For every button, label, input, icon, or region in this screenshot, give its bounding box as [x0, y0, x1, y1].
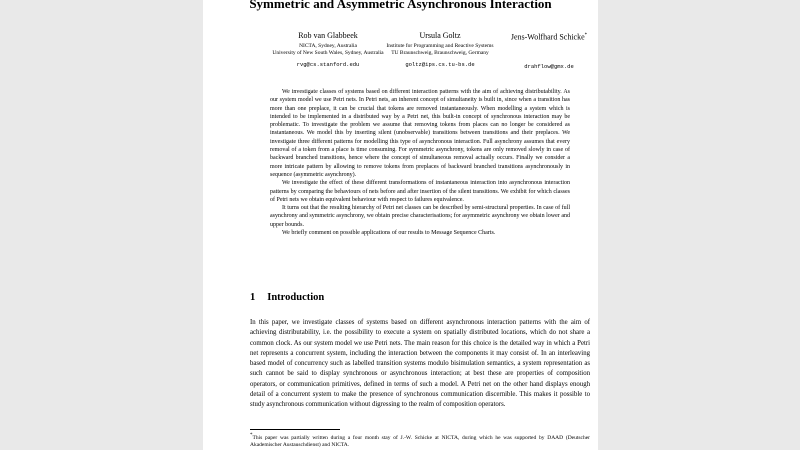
section-number: 1 [250, 292, 256, 303]
footnote [250, 432, 590, 450]
intro-paragraph [250, 318, 590, 411]
abstract-paragraph: We briefly comment on possible applications of our results to Message Sequence Charts. [282, 230, 496, 237]
footnote-mark: * [584, 33, 588, 38]
author-email: drahflow@gmx.de [524, 62, 574, 70]
paper-title: Symmetric and Asymmetric Asynchronous Interaction [249, 0, 552, 11]
abstract-paragraph: We investigate classes of systems based on different interaction patterns with the aim of achieving distributability. As our system model we use Petri nets. In Petri nets, an inherent concept of simultaneity is built in, since when a transition has more than one preplace, it can be crucial that tokens are removed instantaneously. When modelling a system which is intended to be implemented in a distributed way by a Petri net, this built-in concept of synchronous interaction may be problematic. To investigate the problem we assume that removing tokens from places can no longer be considered as instantaneous. We model this by inserting silent (unobservable) transitions between transitions and their preplaces. We investigate three different patterns for modelling this type of asynchronous interaction. Full asynchrony assumes that every removal of a token from a place is time consuming. For symmetric asynchrony, tokens are only removed slowly in case of backward branched transitions, hence where the concept of simultaneous removal actually occurs. Finally we consider a more intricate pattern by allowing to remove tokens from preplaces of backward branched transitions asynchronously in sequence (asymmetric asynchrony). [270, 89, 570, 178]
author-name: Rob van Glabbeek [298, 31, 358, 40]
abstract-paragraph: It turns out that the resulting hierarchy of Petri net classes can be described by semi-structural properties. In case of full asynchrony and symmetric asynchrony, we obtain precise characterisations; for asymmetric asynchrony we obtain lower and upper bounds. [270, 205, 570, 228]
author-name: Jens-Wolfhard Schicke* [510, 32, 588, 42]
author-name: Ursula Goltz [419, 31, 461, 40]
author-block-3 [503, 30, 595, 70]
author-email: goltz@ips.cs.tu-bs.de [405, 61, 475, 68]
abstract [270, 88, 570, 237]
author-affiliation: TU Braunschweig, Braunschweig, Germany [391, 50, 489, 56]
section-heading [250, 292, 336, 303]
section-title: Introduction [267, 292, 325, 303]
paper-page [203, 0, 598, 450]
author-email: rvg@cs.stanford.edu [296, 61, 360, 68]
author-affiliation: Institute for Programming and Reactive Systems [386, 43, 494, 49]
author-affiliation: NICTA, Sydney, Australia [299, 43, 357, 49]
abstract-paragraph: We investigate the effect of these different transformations of instantaneous interaction into asynchronous interaction patterns by comparing the behaviours of nets before and after insertion of the silent transitions. We exhibit for which classes of Petri nets we obtain equivalent behaviour with respect to failures equivalence. [270, 180, 570, 203]
footnote-text: This paper was partially written during a four month stay of J.-W. Schicke at NICTA, during which he was supported by DAAD (Deutscher Akademischer Austauschdienst) and NICTA. [250, 434, 590, 449]
author-affiliation: University of New South Wales, Sydney, Australia [272, 50, 384, 56]
intro-text: In this paper, we investigate classes of systems based on different asynchronous interaction patterns with the aim of achieving distributability, i.e. the possibility to execute a system on spatially distributed locations, which do not share a common clock. As our system model we use Petri nets. The main reason for this choice is the detailed way in which a Petri net represents a concurrent system, including the interaction between the components it may consist of. In an interleaving based model of concurrency such as labelled transition systems modulo bisimulation semantics, a system representation as such cannot be said to display synchronous or asynchronous interaction; at best these are properties of composition operators, or communication primitives, defined in terms of such a model. A Petri net on the other hand displays enough detail of a concurrent system to make the presence of synchronous communication discernible. This makes it possible to study asynchronous communication without digressing to the realm of composition operators. [250, 319, 590, 409]
footnote-rule [250, 429, 340, 430]
author-block-2 [375, 30, 505, 68]
footnote-mark: * [250, 433, 253, 438]
